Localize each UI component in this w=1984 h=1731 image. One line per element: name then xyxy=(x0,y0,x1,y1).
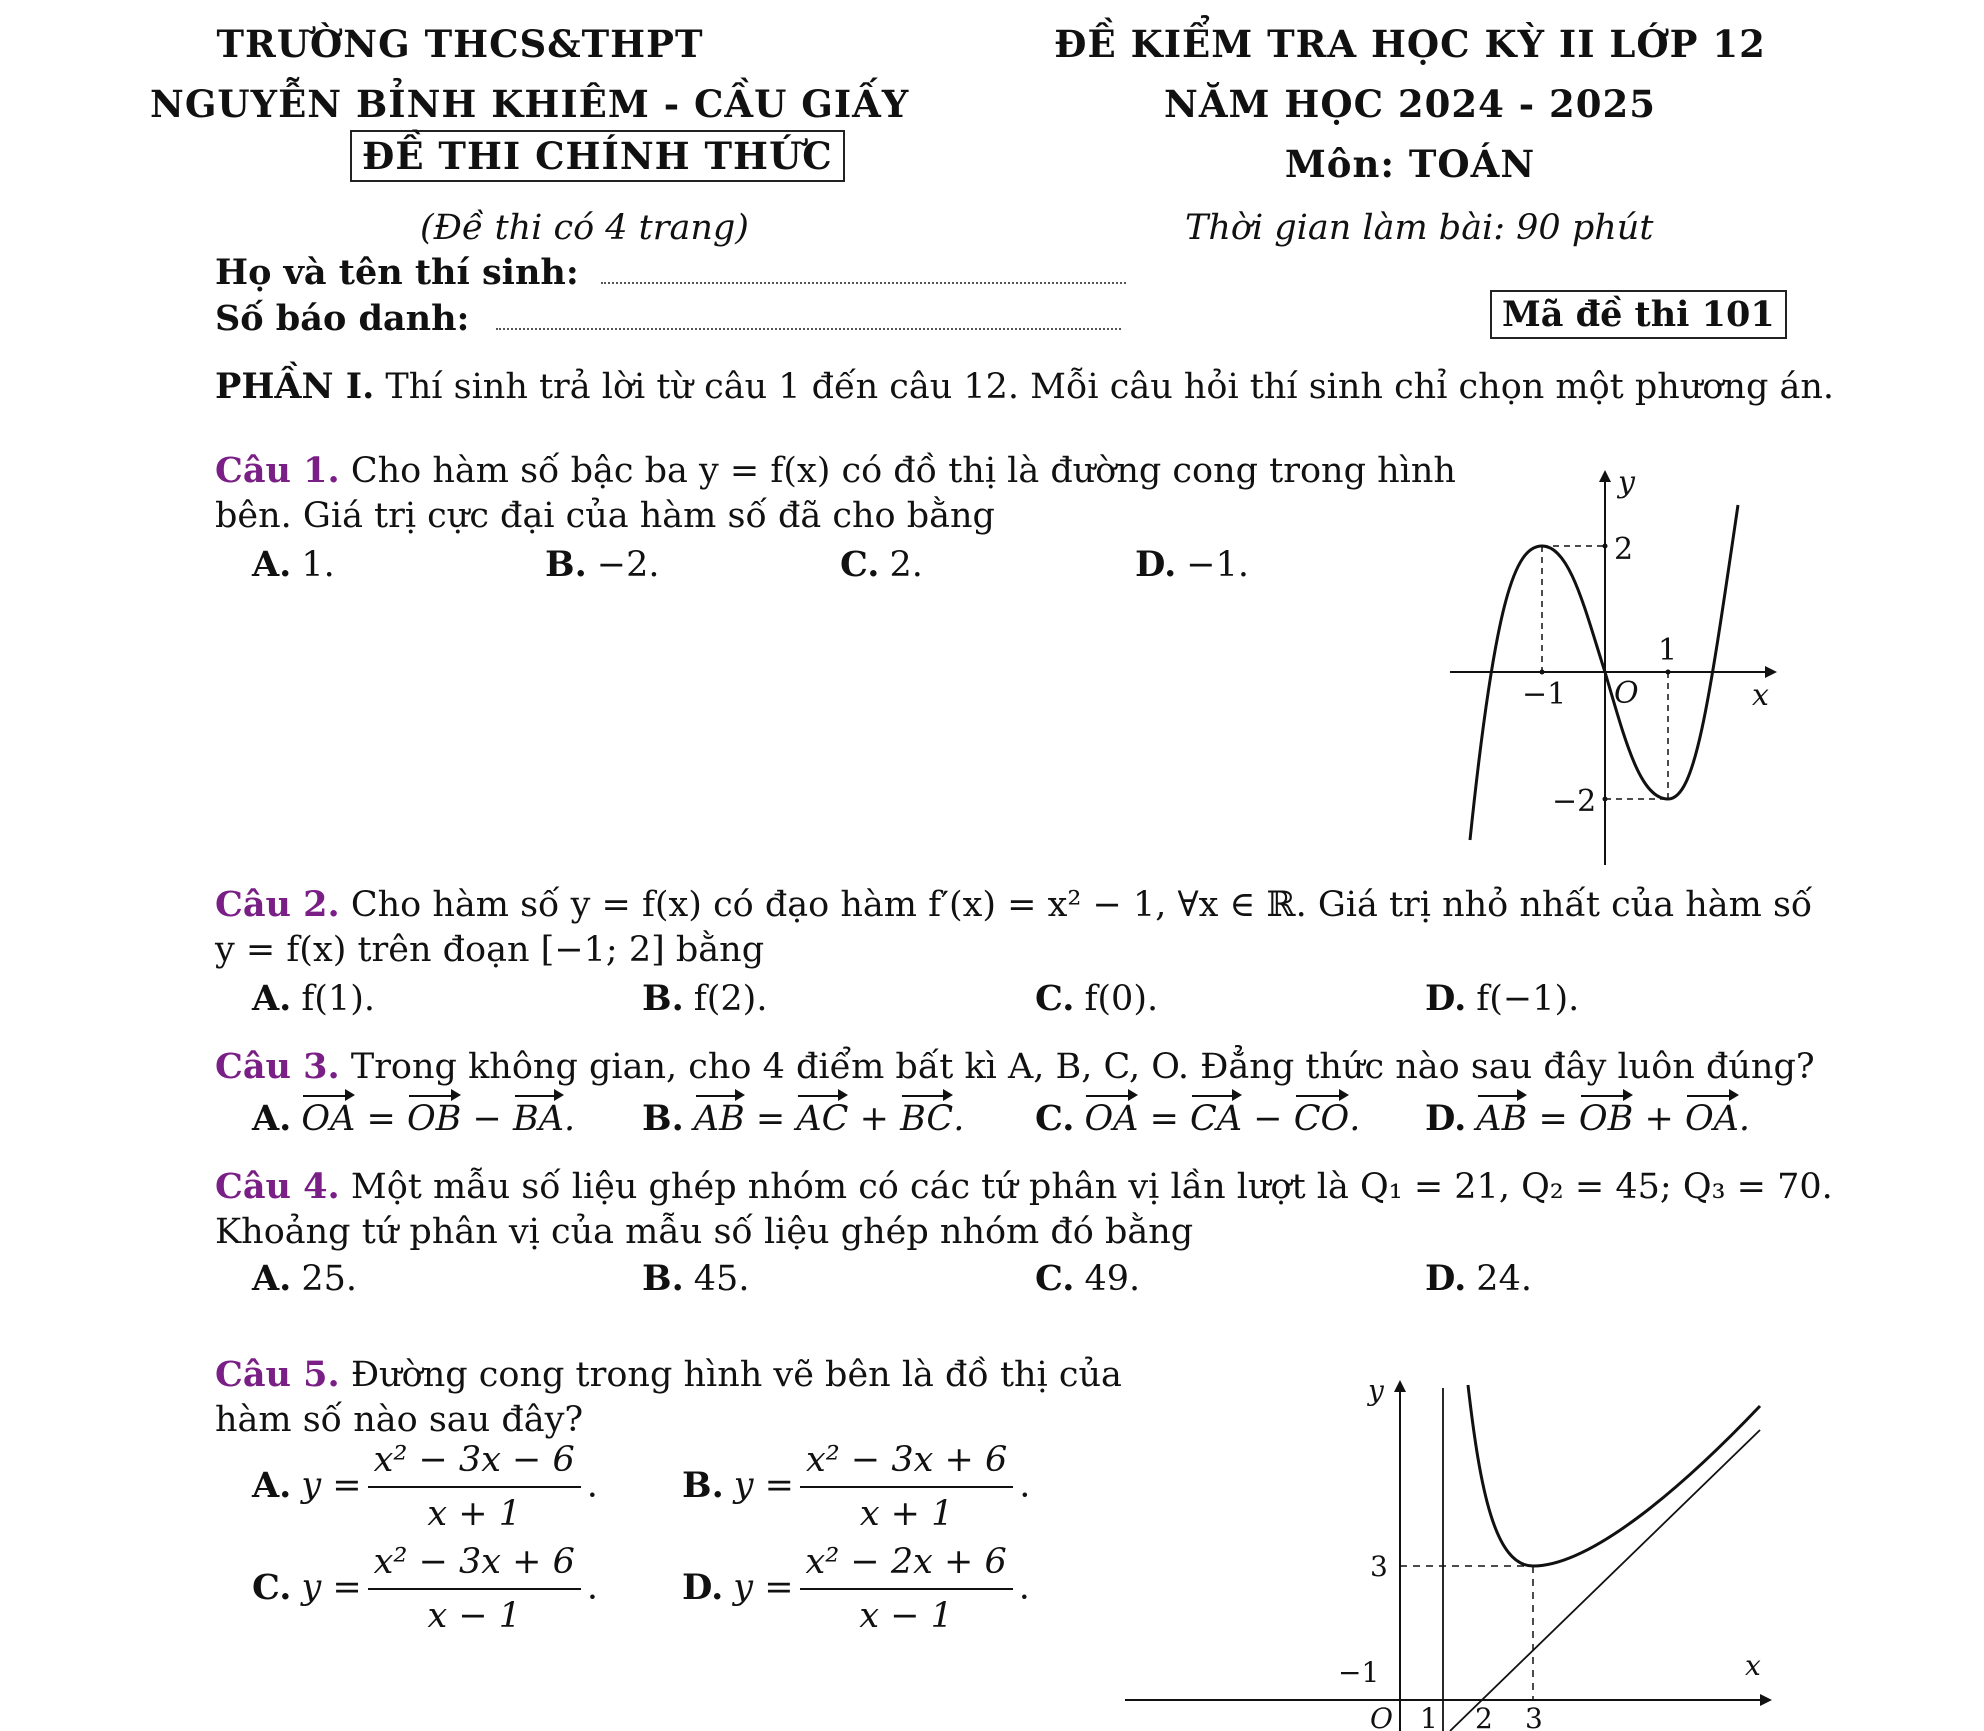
tick-label-2: 2 xyxy=(1614,532,1634,567)
question-label: Câu 5. xyxy=(215,1354,340,1395)
subject: Môn: TOÁN xyxy=(1284,142,1536,186)
question-text: Một mẫu số liệu ghép nhóm có các tứ phân vị lần lượt là Q₁ = 21, Q₂ = 45; Q₃ = 70. xyxy=(350,1167,1833,1207)
exam-title: ĐỀ KIỂM TRA HỌC KỲ II LỚP 12 xyxy=(1054,22,1766,66)
q2-option-a[interactable]: A. f(1). xyxy=(252,978,376,1019)
tick-label-2-x: 2 xyxy=(1475,1702,1493,1731)
question-5-line2: hàm số nào sau đây? xyxy=(215,1400,584,1440)
question-2-line2: y = f(x) trên đoạn [−1; 2] bằng xyxy=(215,930,765,970)
part1-title: PHẦN I. xyxy=(215,366,375,407)
guide-min xyxy=(1400,1566,1533,1700)
x-axis-label: x xyxy=(1752,678,1769,713)
q2-option-d[interactable]: D. f(−1). xyxy=(1425,978,1580,1019)
q3-option-c[interactable]: C. OA = CA − CO. xyxy=(1035,1098,1361,1139)
x-axis-arrow xyxy=(1760,1694,1772,1706)
figure-2-rational-graph xyxy=(1120,1370,1780,1731)
q5-option-c[interactable]: C. y = $\frac{\text{x² − 3x + 6}}{x - 1}$ . xyxy=(252,1542,599,1636)
school-year: NĂM HỌC 2024 - 2025 xyxy=(1164,82,1656,126)
q1-option-b[interactable]: B. −2. xyxy=(545,544,660,585)
school-name-line1: TRƯỜNG THCS&THPT xyxy=(216,22,704,66)
tick-label-minus1: −1 xyxy=(1522,677,1567,712)
q3-option-d[interactable]: D. AB = OB + OA. xyxy=(1425,1098,1751,1139)
question-label: Câu 1. xyxy=(215,450,340,491)
question-label: Câu 3. xyxy=(215,1046,340,1087)
candidate-id-field[interactable] xyxy=(496,302,1121,330)
question-text: Trong không gian, cho 4 điểm bất kì A, B, C, O. Đẳng thức nào sau đây luôn đúng? xyxy=(350,1047,1815,1087)
official-exam-badge: ĐỀ THI CHÍNH THỨC xyxy=(350,130,845,182)
question-2 xyxy=(215,884,1812,925)
q2-option-b[interactable]: B. f(2). xyxy=(642,978,768,1019)
question-1-line2: bên. Giá trị cực đại của hàm số đã cho bằng xyxy=(215,496,995,536)
q3-option-a[interactable]: A. OA = OB − BA. xyxy=(252,1098,576,1139)
part1-text: Thí sinh trả lời từ câu 1 đến câu 12. Mỗi câu hỏi thí sinh chỉ chọn một phương án. xyxy=(385,367,1835,407)
pages-note: (Đề thi có 4 trang) xyxy=(420,208,749,248)
q1-option-a[interactable]: A. 1. xyxy=(252,544,335,585)
candidate-id-label: Số báo danh: xyxy=(215,298,1121,339)
candidate-name-field[interactable] xyxy=(601,256,1126,284)
question-4-line2: Khoảng tứ phân vị của mẫu số liệu ghép nhóm đó bằng xyxy=(215,1212,1194,1252)
q5-option-b[interactable]: B. y = $\frac{\text{x² − 3x + 6}}{x + 1}$ . xyxy=(682,1440,1031,1534)
tick-label-minus2: −2 xyxy=(1552,784,1597,819)
y-axis-label: y xyxy=(1618,465,1635,500)
question-text: Đường cong trong hình vẽ bên là đồ thị của xyxy=(350,1355,1122,1395)
y-axis-label: y xyxy=(1368,1374,1384,1407)
q3-option-b[interactable]: B. AB = AC + BC. xyxy=(642,1098,965,1139)
origin-label: O xyxy=(1370,1702,1393,1731)
origin-label: O xyxy=(1614,676,1639,711)
oblique-asymptote xyxy=(1450,1430,1760,1731)
candidate-name-label: Họ và tên thí sinh: xyxy=(215,252,1126,293)
x-axis-arrow xyxy=(1765,666,1777,678)
tick-label-1: 1 xyxy=(1658,633,1678,668)
rational-curve xyxy=(1468,1385,1760,1566)
q2-option-c[interactable]: C. f(0). xyxy=(1035,978,1159,1019)
q4-option-b[interactable]: B. 45. xyxy=(642,1258,750,1299)
question-text: Cho hàm số bậc ba y = f(x) có đồ thị là đường cong trong hình xyxy=(350,451,1456,491)
question-5 xyxy=(215,1354,1122,1395)
y-axis-arrow xyxy=(1394,1380,1406,1392)
question-1 xyxy=(215,450,1456,491)
figure-1-cubic-graph xyxy=(1440,460,1780,870)
q4-option-c[interactable]: C. 49. xyxy=(1035,1258,1141,1299)
part1-instruction xyxy=(215,366,1834,407)
tick-label-3-y: 3 xyxy=(1370,1550,1388,1583)
q1-option-c[interactable]: C. 2. xyxy=(840,544,923,585)
x-axis-label: x xyxy=(1745,1649,1761,1682)
q4-option-d[interactable]: D. 24. xyxy=(1425,1258,1532,1299)
question-4 xyxy=(215,1166,1833,1207)
q4-option-a[interactable]: A. 25. xyxy=(252,1258,358,1299)
tick-label-minus1: −1 xyxy=(1338,1656,1380,1689)
school-name-line2: NGUYỄN BỈNH KHIÊM - CẦU GIẤY xyxy=(150,82,910,126)
question-text: Cho hàm số y = f(x) có đạo hàm f′(x) = x² − 1, ∀x ∈ ℝ. Giá trị nhỏ nhất của hàm số xyxy=(350,885,1813,925)
guide-max xyxy=(1542,546,1605,672)
tick-label-1-x: 1 xyxy=(1420,1702,1438,1731)
q1-option-d[interactable]: D. −1. xyxy=(1135,544,1250,585)
q5-option-a[interactable]: A. y = $\frac{\text{x² − 3x − 6}}{x + 1}$ . xyxy=(252,1440,598,1534)
question-label: Câu 4. xyxy=(215,1166,340,1207)
question-3 xyxy=(215,1046,1815,1087)
q5-option-d[interactable]: D. y = $\frac{\text{x² − 2x + 6}}{x - 1}$ . xyxy=(682,1542,1030,1636)
duration: Thời gian làm bài: 90 phút xyxy=(1185,208,1654,248)
y-axis-arrow xyxy=(1599,470,1611,482)
exam-code-badge: Mã đề thi 101 xyxy=(1490,290,1787,339)
question-label: Câu 2. xyxy=(215,884,340,925)
tick-label-3-x: 3 xyxy=(1525,1702,1543,1731)
